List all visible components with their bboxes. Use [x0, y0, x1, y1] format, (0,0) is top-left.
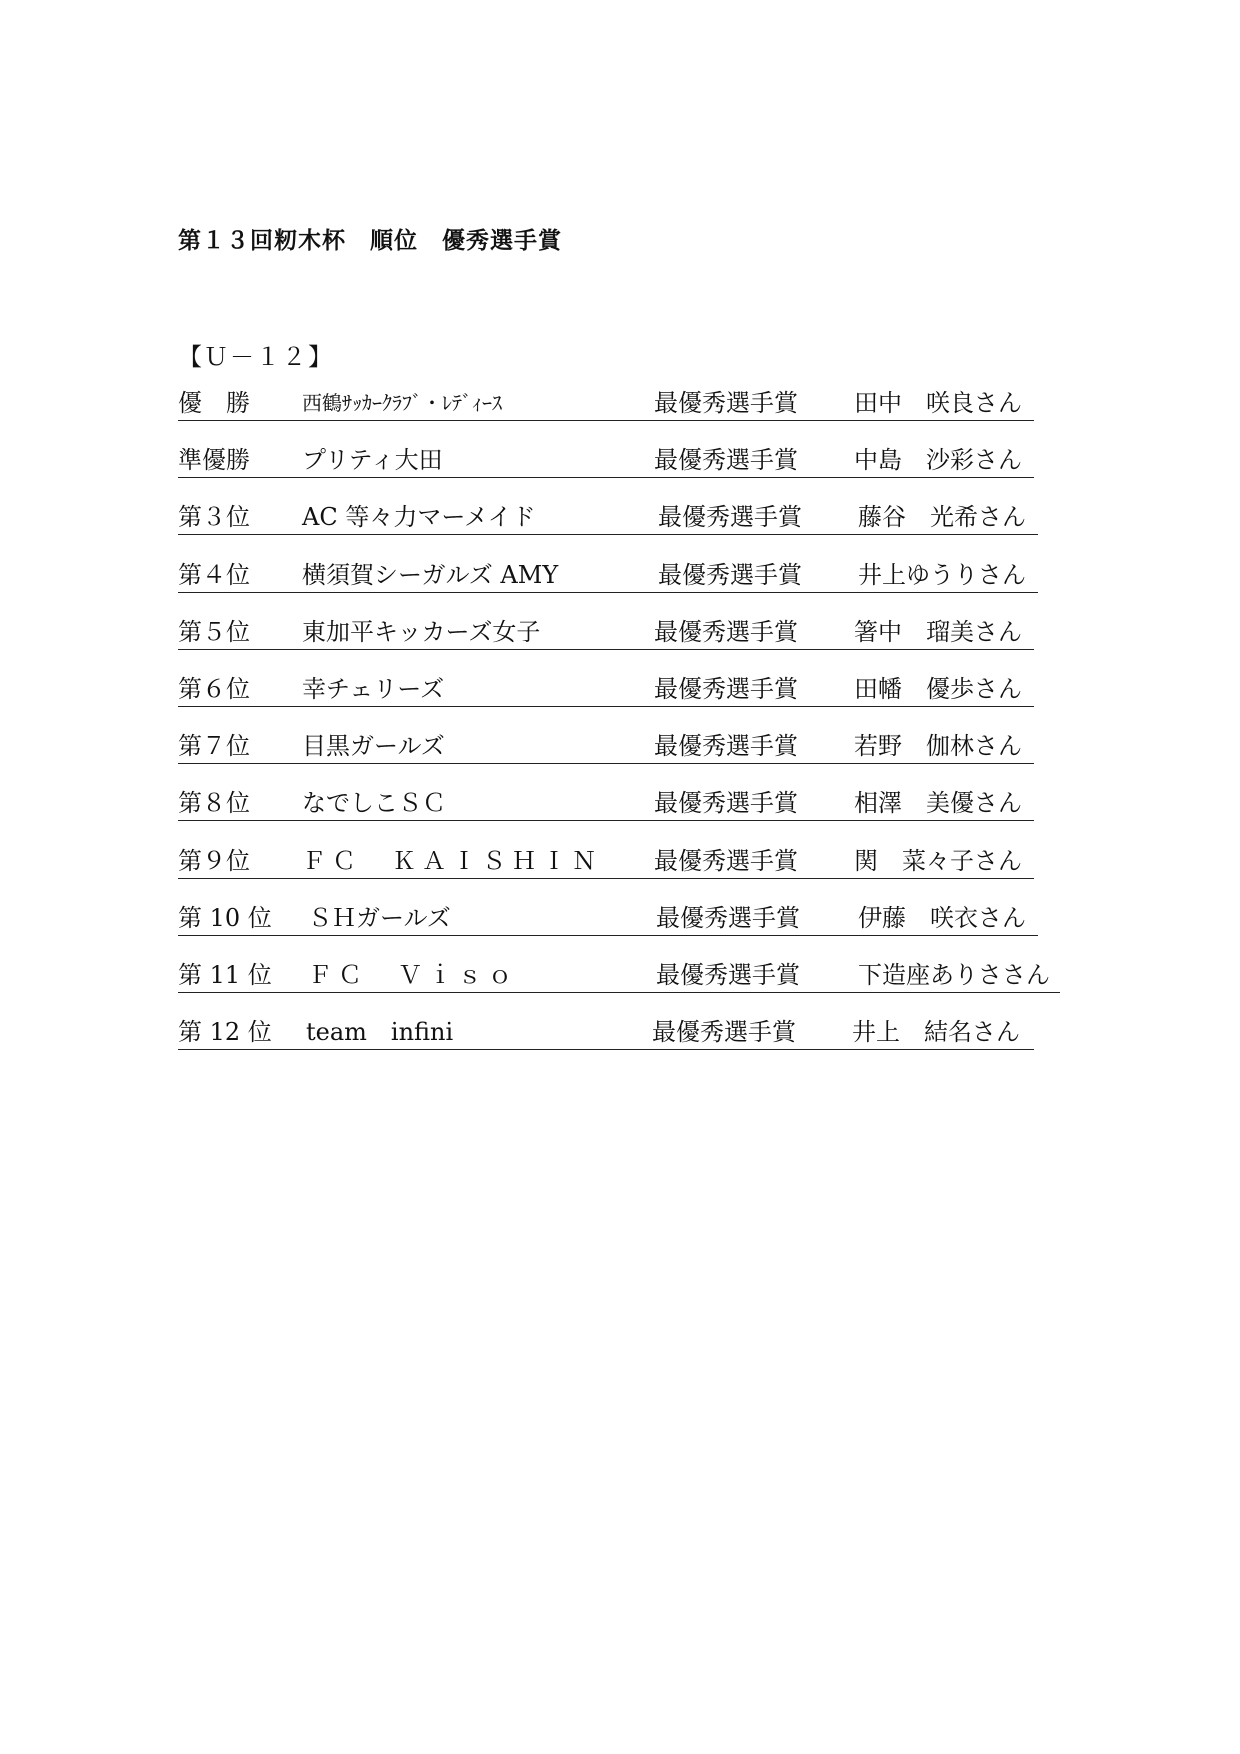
- team-name: 西鶴ｻｯｶｰｸﾗﾌﾞ・ﾚﾃﾞｨｰｽ: [302, 391, 502, 415]
- award-name: 最優秀選手賞: [654, 446, 798, 475]
- row-underline: [178, 1049, 1034, 1050]
- row-underline: [178, 649, 1034, 650]
- result-row-4: [178, 560, 1058, 617]
- row-underline: [178, 592, 1038, 593]
- result-row-1: [178, 388, 1058, 445]
- rank-label: 第６位: [178, 674, 250, 703]
- player-name: 相澤 美優さん: [854, 789, 1022, 818]
- rank-label: 第 12 位: [178, 1018, 272, 1047]
- award-name: 最優秀選手賞: [654, 389, 798, 417]
- document-title: 第１３回籾木杯 順位 優秀選手賞: [178, 228, 562, 254]
- award-name: 最優秀選手賞: [654, 732, 798, 761]
- rank-label: 第５位: [178, 617, 250, 646]
- row-underline: [178, 878, 1034, 879]
- result-row-2: [178, 445, 1058, 502]
- result-row-8: [178, 788, 1058, 845]
- row-underline: [178, 706, 1034, 707]
- player-name: 藤谷 光希さん: [858, 503, 1026, 532]
- team-name: なでしこＳＣ: [302, 789, 446, 818]
- row-underline: [178, 820, 1034, 821]
- rank-label: 第８位: [178, 789, 250, 818]
- team-name: 目黒ガールズ: [302, 732, 445, 761]
- result-row-9: [178, 846, 1058, 903]
- rank-label: 優 勝: [178, 389, 250, 417]
- player-name: 下造座ありささん: [858, 960, 1050, 989]
- player-name: 伊藤 咲衣さん: [858, 903, 1026, 932]
- rank-label: 第４位: [178, 560, 250, 589]
- player-name: 田中 咲良さん: [854, 389, 1022, 417]
- team-name: 幸チェリーズ: [302, 674, 445, 703]
- section-heading: 【Ｕ－１２】: [178, 343, 334, 371]
- award-name: 最優秀選手賞: [656, 960, 800, 989]
- team-name: 横須賀シーガルズ AMY: [302, 560, 559, 589]
- player-name: 若野 伽林さん: [854, 732, 1022, 761]
- player-name: 関 菜々子さん: [854, 846, 1022, 875]
- result-row-7: [178, 731, 1058, 788]
- row-underline: [178, 477, 1034, 478]
- award-name: 最優秀選手賞: [652, 1018, 796, 1047]
- row-underline: [178, 763, 1034, 764]
- result-row-11: [178, 960, 1058, 1017]
- award-name: 最優秀選手賞: [656, 903, 800, 932]
- result-row-3: [178, 502, 1058, 559]
- rank-label: 第３位: [178, 503, 250, 532]
- award-name: 最優秀選手賞: [658, 560, 802, 589]
- row-underline: [178, 420, 1034, 421]
- rank-label: 第 11 位: [178, 960, 272, 989]
- player-name: 箸中 瑠美さん: [854, 617, 1022, 646]
- team-name: team infini: [306, 1018, 454, 1047]
- player-name: 井上 結名さん: [852, 1018, 1020, 1047]
- team-name: 東加平キッカーズ女子: [302, 617, 541, 646]
- award-name: 最優秀選手賞: [654, 846, 798, 875]
- row-underline: [178, 534, 1038, 535]
- result-row-6: [178, 674, 1058, 731]
- result-row-10: [178, 903, 1058, 960]
- player-name: 井上ゆうりさん: [858, 560, 1026, 589]
- award-name: 最優秀選手賞: [658, 503, 802, 532]
- results-list: [178, 388, 1058, 1074]
- team-name: ＦＣ ＫＡＩＳＨＩＮ: [302, 846, 602, 875]
- rank-label: 第７位: [178, 732, 250, 761]
- result-row-12: [178, 1017, 1058, 1074]
- row-underline: [178, 935, 1038, 936]
- rank-label: 準優勝: [178, 446, 250, 475]
- award-name: 最優秀選手賞: [654, 617, 798, 646]
- rank-label: 第９位: [178, 846, 250, 875]
- team-name: ＳＨガールズ: [308, 903, 451, 932]
- team-name: ＦＣ Ｖｉｓｏ: [308, 960, 518, 989]
- row-underline: [178, 992, 1060, 993]
- award-name: 最優秀選手賞: [654, 674, 798, 703]
- award-name: 最優秀選手賞: [654, 789, 798, 818]
- rank-label: 第 10 位: [178, 903, 272, 932]
- player-name: 田幡 優歩さん: [854, 674, 1022, 703]
- result-row-5: [178, 617, 1058, 674]
- team-name: プリティ大田: [302, 446, 443, 475]
- team-name: AC 等々力マーメイド: [302, 503, 536, 532]
- player-name: 中島 沙彩さん: [854, 446, 1022, 475]
